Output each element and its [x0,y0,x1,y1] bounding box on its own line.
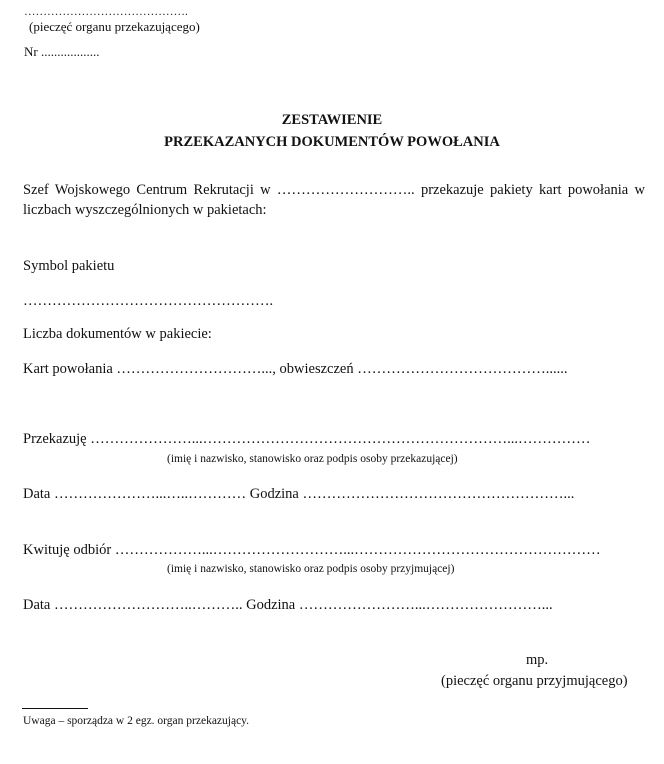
receipt-line: Kwituję odbiór ………………...………………………...…………………………………………… [23,542,601,558]
document-count-label: Liczba dokumentów w pakiecie: [23,326,212,342]
package-symbol-dots: ……………………………………………. [23,293,274,309]
package-symbol-label: Symbol pakietu [23,258,115,274]
document-subtitle: PRZEKAZANYCH DOKUMENTÓW POWOŁANIA [164,134,500,150]
stamp-label: (pieczęć organu przekazującego) [29,19,200,34]
receiving-stamp-label: (pieczęć organu przyjmującego) [441,673,628,689]
document-count-line: Kart powołania …………………………..., obwieszczeń …………………………………...... [23,361,568,377]
footnote-divider [22,708,88,709]
document-title: ZESTAWIENIE [281,112,383,128]
mp-label: mp. [526,652,549,668]
receipt-date-line: Data ………………………..……….. Godzina ……………………...……………………... [23,597,553,613]
stamp-dots: ……………………………………. [24,6,188,18]
receipt-caption: (imię i nazwisko, stanowisko oraz podpis osoby przyjmującej) [167,563,455,575]
intro-paragraph: Szef Wojskowego Centrum Rekrutacji w ……………………….. przekazuje pakiety kart powołania w liczbach wyszczególnionych w pakietach: [23,182,645,218]
handover-caption: (imię i nazwisko, stanowisko oraz podpis osoby przekazującej) [167,453,458,465]
document-number: Nr .................. [24,44,100,59]
handover-line: Przekazuję …………………...………………………………………………………...…………… [23,431,591,447]
footnote: Uwaga – sporządza w 2 egz. organ przekazujący. [23,715,250,727]
handover-date-line: Data …………………...…..………… Godzina ………………………………………………... [23,486,575,502]
